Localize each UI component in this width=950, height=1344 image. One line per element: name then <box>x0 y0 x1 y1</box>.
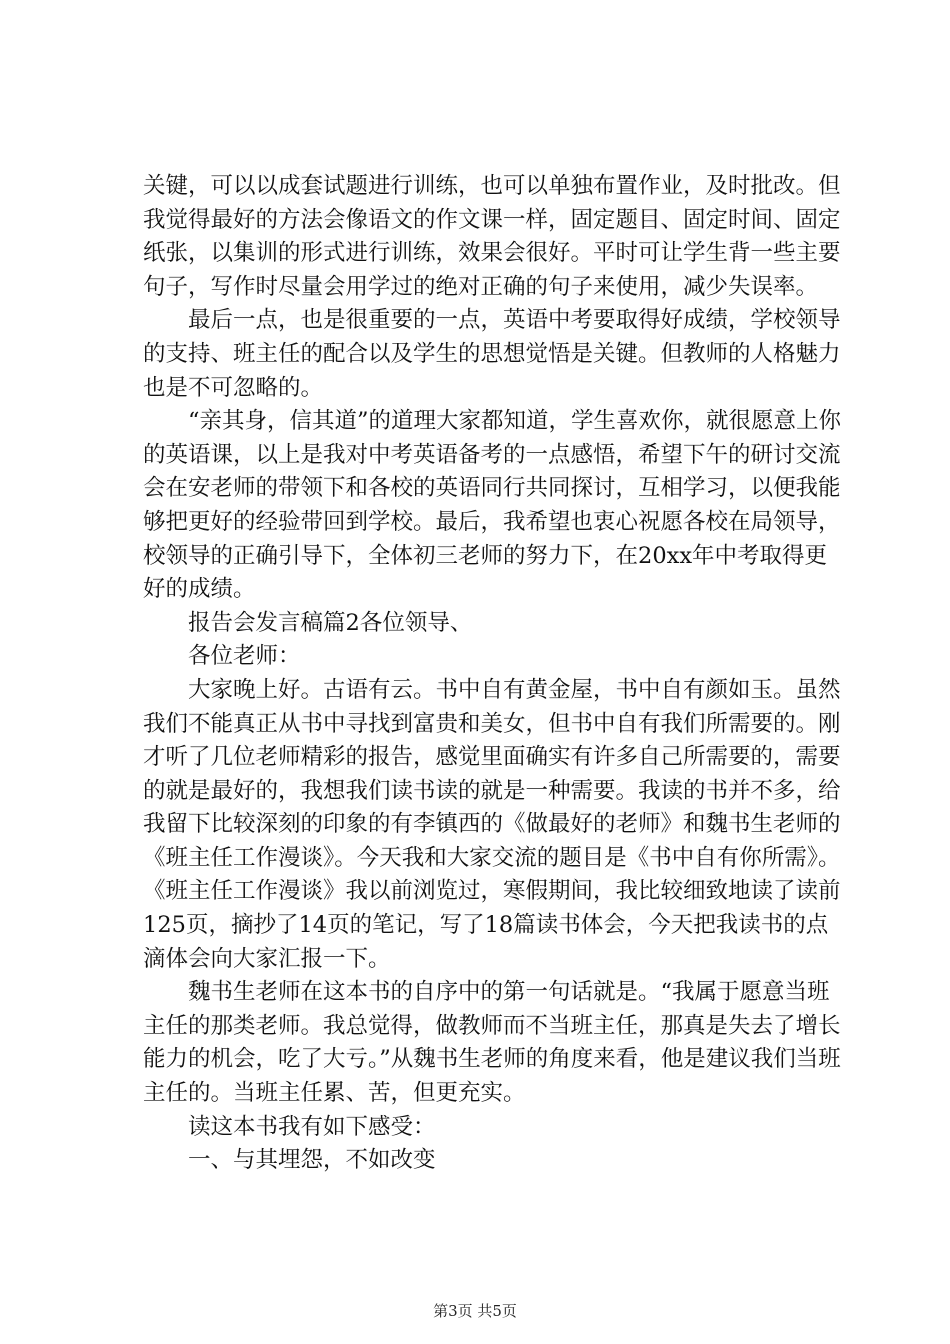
paragraph-5: 各位老师： <box>188 643 301 670</box>
paragraph-7: 魏书生老师在这本书的自序中的第一句话就是。“我属于愿意当班主任的那类老师。我总觉得，做教师而不当班主任，那真是失去了增长能力的机会，吃了大亏。”从魏书生老师的角度来看，他是建议我们当班主任的。当班主任累、苦，但更充实。 <box>143 979 841 1107</box>
document-body <box>143 170 843 1178</box>
paragraph-3: “亲其身，信其道”的道理大家都知道，学生喜欢你，就很愿意上你的英语课，以上是我对中考英语备考的一点感悟，希望下午的研讨交流会在安老师的带领下和各校的英语同行共同探讨，互相学习，以便我能够把更好的经验带回到学校。最后，我希望也衷心祝愿各校在局领导，校领导的正确引导下，全体初三老师的努力下，在20xx年中考取得更好的成绩。 <box>143 408 842 603</box>
paragraph-2: 最后一点，也是很重要的一点，英语中考要取得好成绩，学校领导的支持、班主任的配合以及学生的思想觉悟是关键。但教师的人格魅力也是不可忽略的。 <box>143 307 841 401</box>
paragraph-1: 关键，可以以成套试题进行训练，也可以单独布置作业，及时批改。但我觉得最好的方法会像语文的作文课一样，固定题目、固定时间、固定纸张，以集训的形式进行训练，效果会很好。平时可让学生背一些主要句子，写作时尽量会用学过的绝对正确的句子来使用，减少失误率。 <box>143 173 841 300</box>
paragraph-6: 大家晚上好。古语有云。书中自有黄金屋，书中自有颜如玉。虽然我们不能真正从书中寻找到富贵和美女，但书中自有我们所需要的。刚才听了几位老师精彩的报告，感觉里面确实有许多自己所需要的，需要的就是最好的，我想我们读书读的就是一种需要。我读的书并不多，给我留下比较深刻的印象的有李镇西的《做最好的老师》和魏书生老师的《班主任工作漫谈》。今天我和大家交流的题目是《书中自有你所需》。《班主任工作漫谈》我以前浏览过，寒假期间，我比较细致地读了读前125页，摘抄了14页的笔记，写了18篇读书体会，今天把我读书的点滴体会向大家汇报一下。 <box>143 676 841 972</box>
paragraph-4: 报告会发言稿篇2各位领导、 <box>188 609 473 636</box>
page-footer: 第3页 共5页 <box>433 1302 517 1320</box>
paragraph-9: 一、与其埋怨，不如改变 <box>188 1147 436 1174</box>
paragraph-8: 读这本书我有如下感受： <box>188 1113 436 1140</box>
